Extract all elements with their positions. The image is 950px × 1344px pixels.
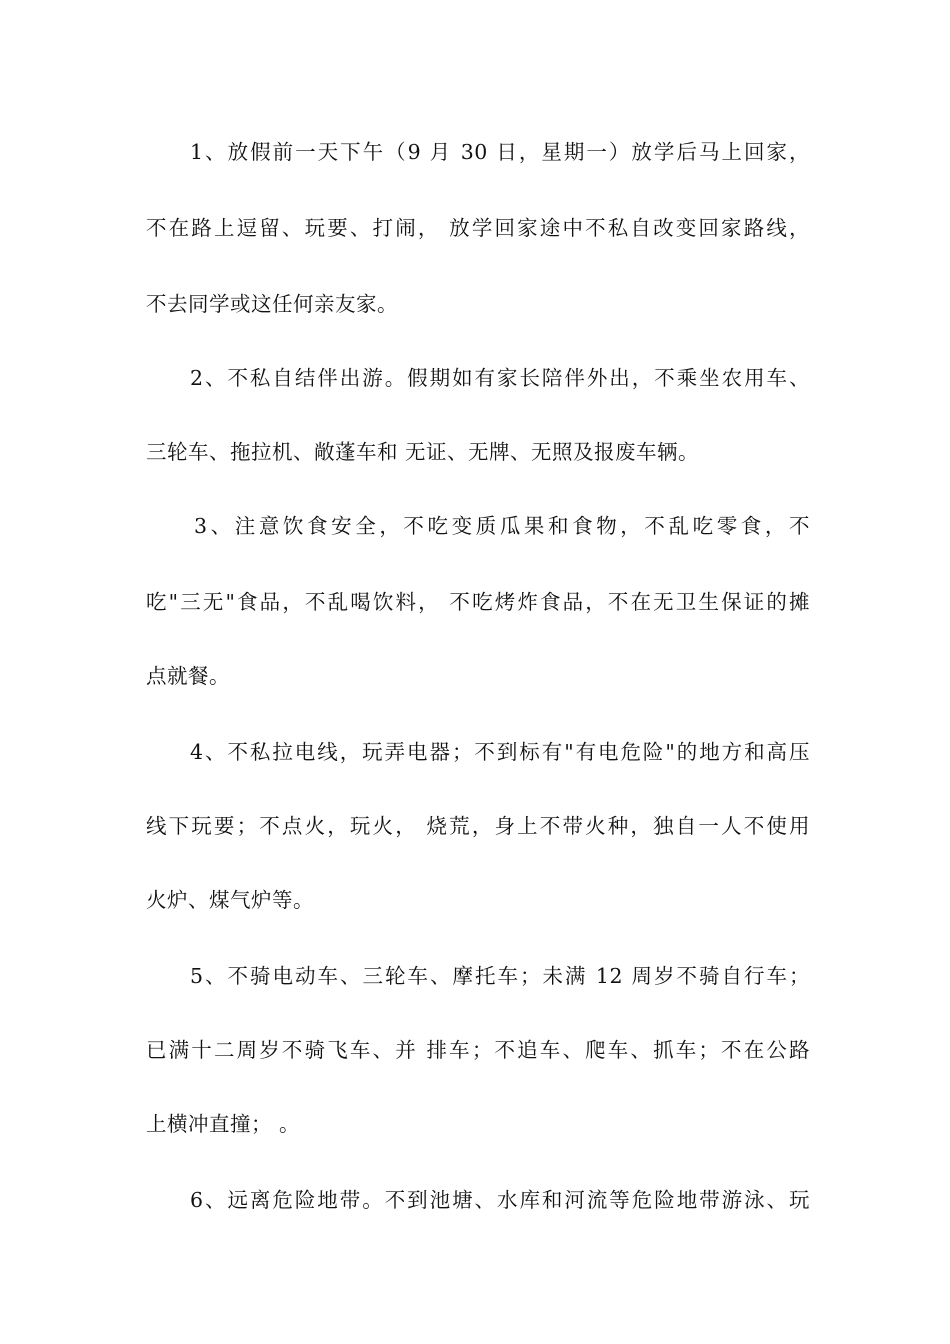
paragraph-2-line-2: 三轮车、拖拉机、敞蓬车和 无证、无牌、无照及报废车辆。 <box>146 440 700 464</box>
paragraph-1-line-3: 不去同学或这任何亲友家。 <box>146 292 398 316</box>
paragraph-3-line-2: 吃"三无"食品，不乱喝饮料， 不吃烤炸食品，不在无卫生保证的摊 <box>146 590 810 614</box>
paragraph-1-line-1: 1、放假前一天下午（9 月 30 日，星期一）放学后马上回家， <box>190 140 810 164</box>
paragraph-4-line-1: 4、不私拉电线，玩弄电器；不到标有"有电危险"的地方和高压 <box>190 740 810 764</box>
paragraph-4-line-3: 火炉、煤气炉等。 <box>146 888 314 912</box>
paragraph-1-line-2: 不在路上逗留、玩要、打闹， 放学回家途中不私自改变回家路线， <box>146 216 810 240</box>
paragraph-5-line-3: 上横冲直撞； 。 <box>146 1112 301 1136</box>
paragraph-4-line-2: 线下玩要；不点火，玩火， 烧荒，身上不带火种，独自一人不使用 <box>146 814 810 838</box>
paragraph-2-line-1: 2、不私自结伴出游。假期如有家长陪伴外出，不乘坐农用车、 <box>190 366 810 390</box>
paragraph-3-line-1: 3、注意饮食安全，不吃变质瓜果和食物，不乱吃零食，不 <box>194 514 810 538</box>
paragraph-5-line-2: 已满十二周岁不骑飞车、并 排车；不追车、爬车、抓车；不在公路 <box>146 1038 810 1062</box>
paragraph-6-line-1: 6、远离危险地带。不到池塘、水库和河流等危险地带游泳、玩 <box>190 1188 810 1212</box>
paragraph-3-line-3: 点就餐。 <box>146 664 230 688</box>
paragraph-5-line-1: 5、不骑电动车、三轮车、摩托车；未满 12 周岁不骑自行车； <box>190 964 810 988</box>
